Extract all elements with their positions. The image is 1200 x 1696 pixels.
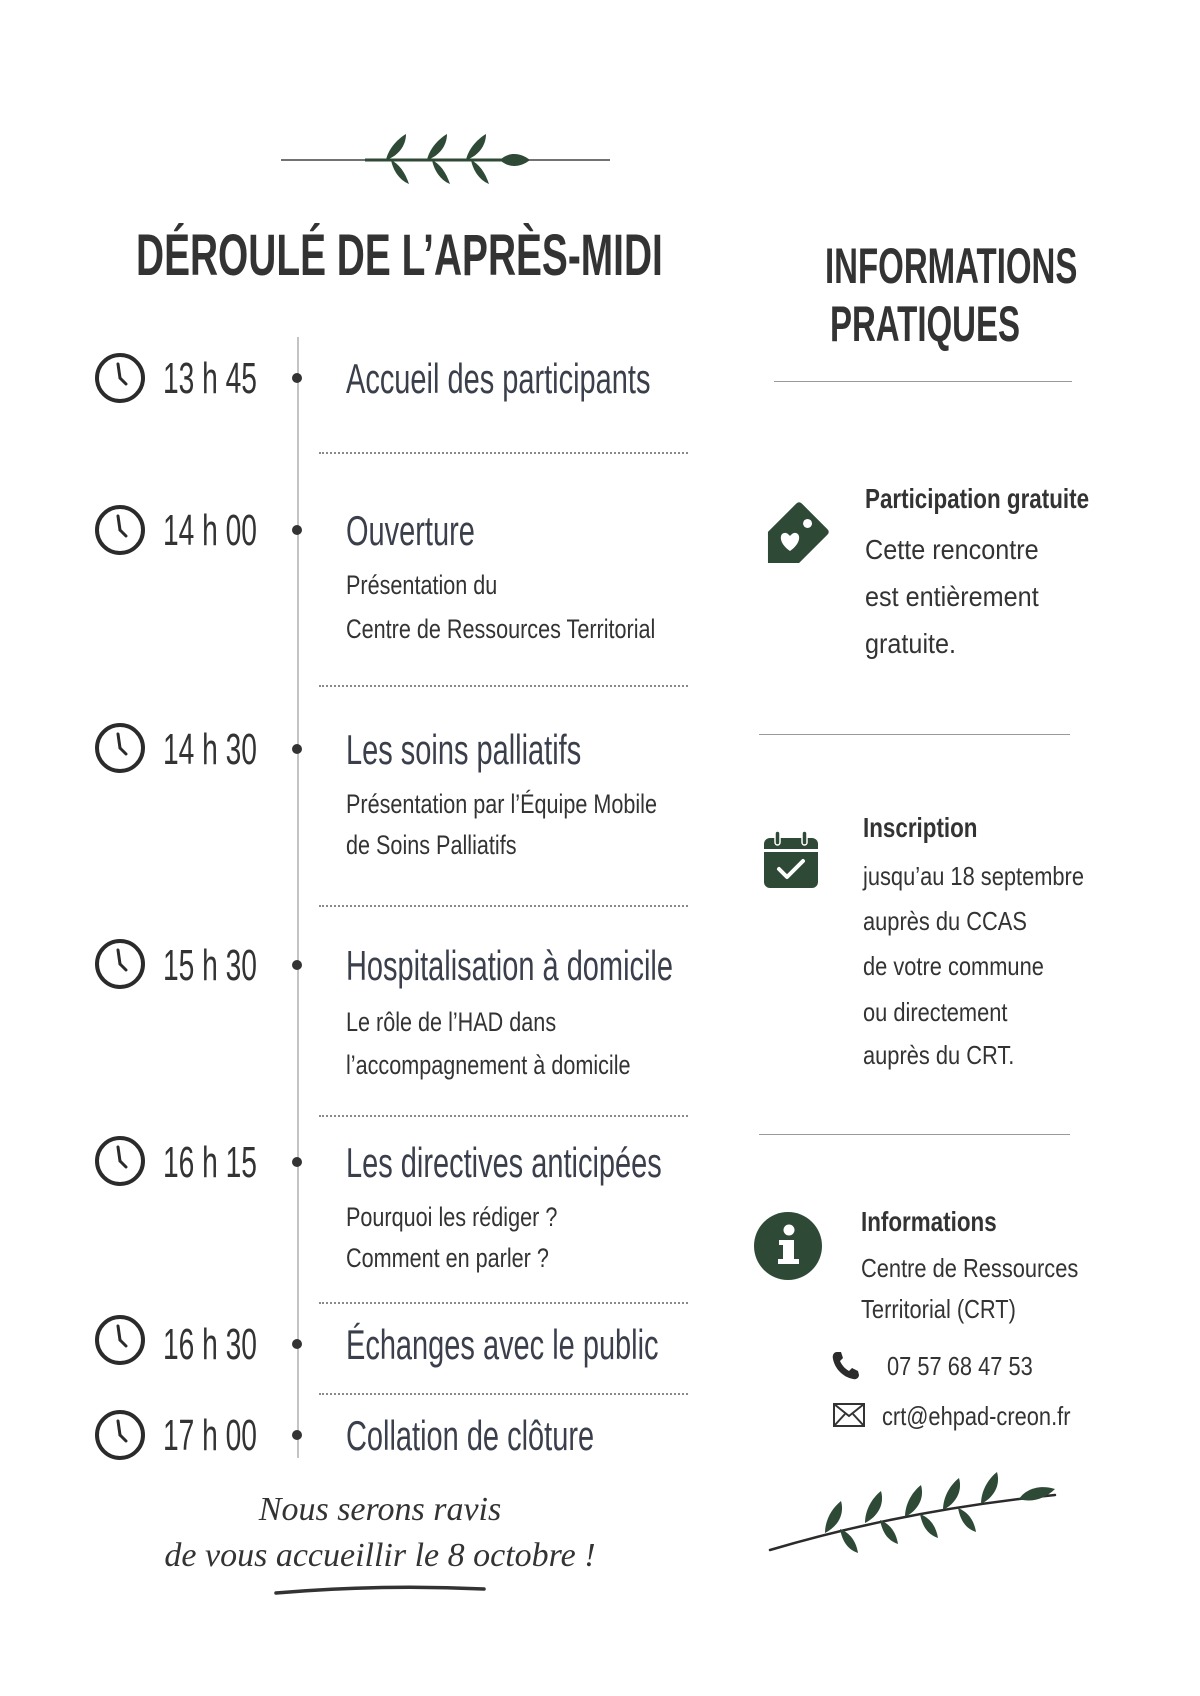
schedule-item-detail: Présentation par l’Équipe Mobile [346,789,657,819]
info-title-line1: INFORMATIONS [825,238,1078,294]
timeline-dot [292,1430,302,1440]
schedule-item-title: Les directives anticipées [346,1139,662,1186]
timeline-dot [292,1157,302,1167]
schedule-time: 13 h 45 [163,354,257,403]
schedule-item-detail: Centre de Ressources Territorial [346,614,656,644]
clock-icon [92,1133,148,1189]
schedule-item-title: Accueil des participants [346,355,651,402]
schedule-time: 16 h 15 [163,1138,257,1187]
timeline-dot [292,373,302,383]
schedule-item-title: Les soins palliatifs [346,726,582,773]
participation-line: gratuite. [865,628,957,659]
clock-icon [92,350,148,406]
schedule-item-title: Ouverture [346,507,475,554]
schedule-time: 16 h 30 [163,1320,257,1369]
schedule-item-detail: Présentation du [346,570,498,600]
schedule-item-title: Hospitalisation à domicile [346,942,673,989]
dotted-separator [319,1393,688,1395]
clock-icon [92,720,148,776]
inscription-line: jusqu’au 18 septembre [863,861,1084,891]
contact-line: Territorial (CRT) [861,1294,1016,1324]
contact-heading: Informations [861,1206,997,1237]
dotted-separator [319,685,688,687]
clock-icon [92,502,148,558]
inscription-heading: Inscription [863,812,978,843]
schedule-item-detail: l’accompagnement à domicile [346,1050,631,1080]
schedule-item-detail: Pourquoi les rédiger ? [346,1202,558,1232]
schedule-item-detail: Comment en parler ? [346,1243,549,1273]
divider [774,381,1072,382]
timeline-dot [292,744,302,754]
timeline-dot [292,525,302,535]
timeline-dot [292,960,302,970]
schedule-item-detail: de Soins Palliatifs [346,830,517,860]
schedule-title: DÉROULÉ DE L’APRÈS-MIDI [136,223,663,288]
inscription-line: ou directement [863,997,1008,1027]
schedule-time: 14 h 30 [163,725,257,774]
schedule-time: 14 h 00 [163,506,257,555]
info-title-line2: PRATIQUES [829,296,1021,352]
schedule-item-title: Collation de clôture [346,1412,595,1459]
schedule-time: 17 h 00 [163,1411,257,1460]
inscription-line: auprès du CRT. [863,1040,1015,1070]
clock-icon [92,1312,148,1368]
underline-stroke [270,1580,490,1600]
leaf-branch-icon [765,1470,1065,1565]
inscription-line: de votre commune [863,951,1044,981]
participation-heading: Participation gratuite [865,483,1090,514]
dotted-separator [319,905,688,907]
tag-heart-icon [752,499,832,579]
dotted-separator [319,1302,688,1304]
info-icon [753,1211,823,1281]
calendar-check-icon [761,828,821,892]
participation-line: Cette rencontre [865,534,1039,565]
timeline-dot [292,1339,302,1349]
closing-line2: de vous accueillir le 8 octobre ! [164,1537,596,1574]
mail-icon [832,1402,866,1428]
dotted-separator [319,1115,688,1117]
participation-line: est entièrement [865,581,1039,612]
schedule-item-title: Échanges avec le public [346,1321,659,1368]
closing-line1: Nous serons ravis [258,1491,502,1528]
contact-email: crt@ehpad-creon.fr [882,1401,1071,1431]
inscription-line: auprès du CCAS [863,906,1027,936]
divider [759,734,1070,735]
schedule-item-detail: Le rôle de l’HAD dans [346,1007,557,1037]
divider [759,1134,1070,1135]
contact-line: Centre de Ressources [861,1253,1079,1283]
clock-icon [92,936,148,992]
dotted-separator [319,452,688,454]
phone-icon [831,1349,861,1381]
leaf-branch-icon [275,120,615,200]
contact-phone: 07 57 68 47 53 [887,1351,1033,1381]
schedule-time: 15 h 30 [163,941,257,990]
clock-icon [92,1407,148,1463]
